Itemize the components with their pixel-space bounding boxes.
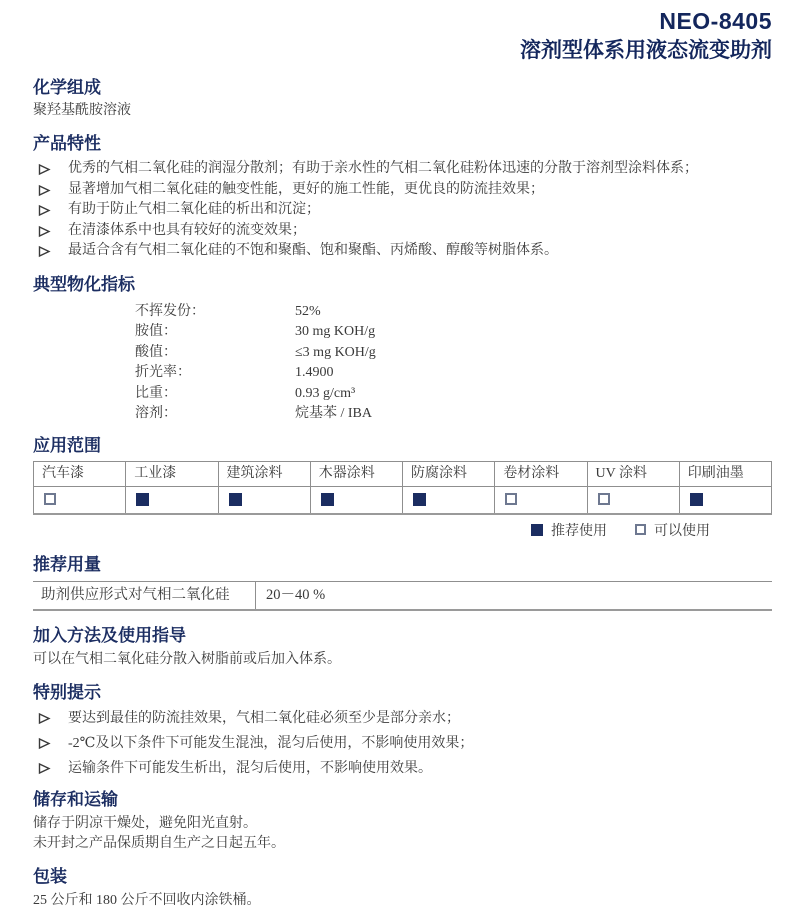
section-heading-product-features: 产品特性	[33, 134, 101, 153]
legend-recommended-square-icon	[531, 524, 543, 536]
list-item	[33, 200, 772, 221]
note-text: 运输条件下可能发生析出，混匀后使用，不影响使用效果。	[68, 760, 432, 776]
property-label: 酸值：	[135, 344, 177, 360]
property-row	[33, 302, 772, 323]
storage-line: 储存于阴凉干燥处，避免阳光直射。	[33, 815, 257, 831]
property-label: 不挥发份：	[135, 303, 205, 319]
product-name-subtitle: 溶剂型体系用液态流变助剂	[520, 38, 772, 62]
application-column-header: 木器涂料	[310, 462, 402, 487]
property-row	[33, 404, 772, 425]
arrow-bullet-icon	[38, 204, 51, 217]
usage-guidance-text: 可以在气相二氧化硅分散入树脂前或后加入体系。	[33, 651, 341, 667]
property-value: 1.4900	[295, 365, 334, 380]
feature-text: 在清漆体系中也具有较好的流变效果；	[68, 222, 306, 238]
recommended-square-icon	[321, 493, 334, 506]
dosage-label-cell: 助剂供应形式对气相二氧化硅	[41, 586, 230, 603]
recommended-dosage-table	[33, 581, 772, 611]
special-notes-list	[33, 708, 772, 779]
list-item	[33, 758, 772, 779]
usable-square-icon	[505, 493, 517, 505]
recommended-square-icon	[690, 493, 703, 506]
section-heading-recommended-dosage: 推荐用量	[33, 554, 101, 574]
usable-square-icon	[44, 493, 56, 505]
application-legend	[33, 520, 772, 540]
property-label: 折光率：	[135, 365, 191, 380]
storage-line: 未开封之产品保质期自生产之日起五年。	[33, 835, 285, 851]
section-heading-usage-guidance: 加入方法及使用指导	[33, 625, 186, 645]
property-row	[33, 384, 772, 405]
usable-square-icon	[598, 493, 610, 505]
legend-usable-label: 可以使用	[654, 523, 710, 539]
recommended-square-icon	[413, 493, 426, 506]
arrow-bullet-icon	[38, 712, 51, 725]
recommended-square-icon	[229, 493, 242, 506]
property-value: 52%	[295, 303, 321, 319]
arrow-bullet-icon	[38, 762, 51, 775]
property-label: 比重：	[135, 385, 177, 401]
feature-text: 最适合含有气相二氧化硅的不饱和聚酯、饱和聚酯、丙烯酸、醇酸等树脂体系。	[68, 243, 558, 258]
arrow-bullet-icon	[38, 737, 51, 750]
list-item	[33, 708, 772, 729]
arrow-bullet-icon	[38, 245, 51, 258]
feature-text: 显著增加气相二氧化硅的触变性能，更好的施工性能，更优良的防流挂效果；	[68, 181, 544, 197]
legend-usable-square-icon	[635, 524, 646, 535]
dosage-value-cell: 20－40 %	[255, 582, 772, 609]
application-mark-cell	[494, 487, 586, 513]
list-item	[33, 733, 772, 754]
application-column-header: 印刷油墨	[679, 462, 771, 487]
list-item	[33, 180, 772, 201]
application-column-header: 防腐涂料	[402, 462, 494, 487]
section-heading-typical-properties: 典型物化指标	[33, 274, 135, 294]
property-row	[33, 322, 772, 343]
arrow-bullet-icon	[38, 163, 51, 176]
section-heading-application-range: 应用范围	[33, 435, 101, 455]
section-heading-storage-transport: 储存和运输	[33, 789, 118, 809]
application-mark-cell	[402, 487, 494, 513]
list-item	[33, 159, 772, 180]
application-range-table	[33, 461, 772, 515]
property-value: 30 mg KOH/g	[295, 324, 376, 339]
recommended-square-icon	[136, 493, 149, 506]
property-value: 0.93 g/cm³	[295, 385, 356, 401]
feature-text: 优秀的气相二氧化硅的润湿分散剂；有助于亲水性的气相二氧化硅粉体迅速的分散于溶剂型涂料体系；	[68, 161, 698, 176]
application-column-header: 建筑涂料	[218, 462, 310, 487]
application-mark-cell	[218, 487, 310, 513]
list-item	[33, 221, 772, 242]
typical-properties-list	[33, 302, 772, 425]
application-mark-cell	[310, 487, 402, 513]
packaging-text: 25 公斤和 180 公斤不回收内涂铁桶。	[33, 892, 261, 908]
section-heading-packaging: 包装	[33, 866, 67, 886]
application-column-header: 汽车漆	[33, 462, 125, 487]
application-mark-cell	[125, 487, 217, 513]
property-value: ≤3 mg KOH/g	[295, 344, 376, 360]
property-value: 烷基苯 / IBA	[295, 406, 372, 421]
note-text: 要达到最佳的防流挂效果，气相二氧化硅必须至少是部分亲水；	[68, 710, 460, 726]
note-text: -2℃及以下条件下可能发生混浊，混匀后使用，不影响使用效果；	[68, 735, 474, 751]
legend-recommended-label: 推荐使用	[551, 523, 607, 539]
application-column-header: UV 涂料	[587, 462, 679, 487]
property-row	[33, 343, 772, 364]
application-column-header: 卷材涂料	[494, 462, 586, 487]
section-heading-special-notes: 特别提示	[33, 682, 101, 702]
property-label: 胺值：	[135, 324, 177, 339]
property-label: 溶剂：	[135, 406, 177, 421]
arrow-bullet-icon	[38, 225, 51, 238]
application-mark-cell	[679, 487, 771, 513]
header	[33, 8, 772, 64]
arrow-bullet-icon	[38, 184, 51, 197]
application-column-header: 工业漆	[125, 462, 217, 487]
feature-text: 有助于防止气相二氧化硅的析出和沉淀；	[68, 202, 320, 217]
application-mark-cell	[587, 487, 679, 513]
product-code-title: NEO-8405	[659, 8, 772, 34]
application-mark-cell	[33, 487, 125, 513]
section-heading-chemical-composition: 化学组成	[33, 78, 101, 97]
product-features-list	[33, 159, 772, 262]
chemical-composition-text: 聚羟基酰胺溶液	[33, 103, 131, 118]
list-item	[33, 241, 772, 262]
property-row	[33, 363, 772, 384]
